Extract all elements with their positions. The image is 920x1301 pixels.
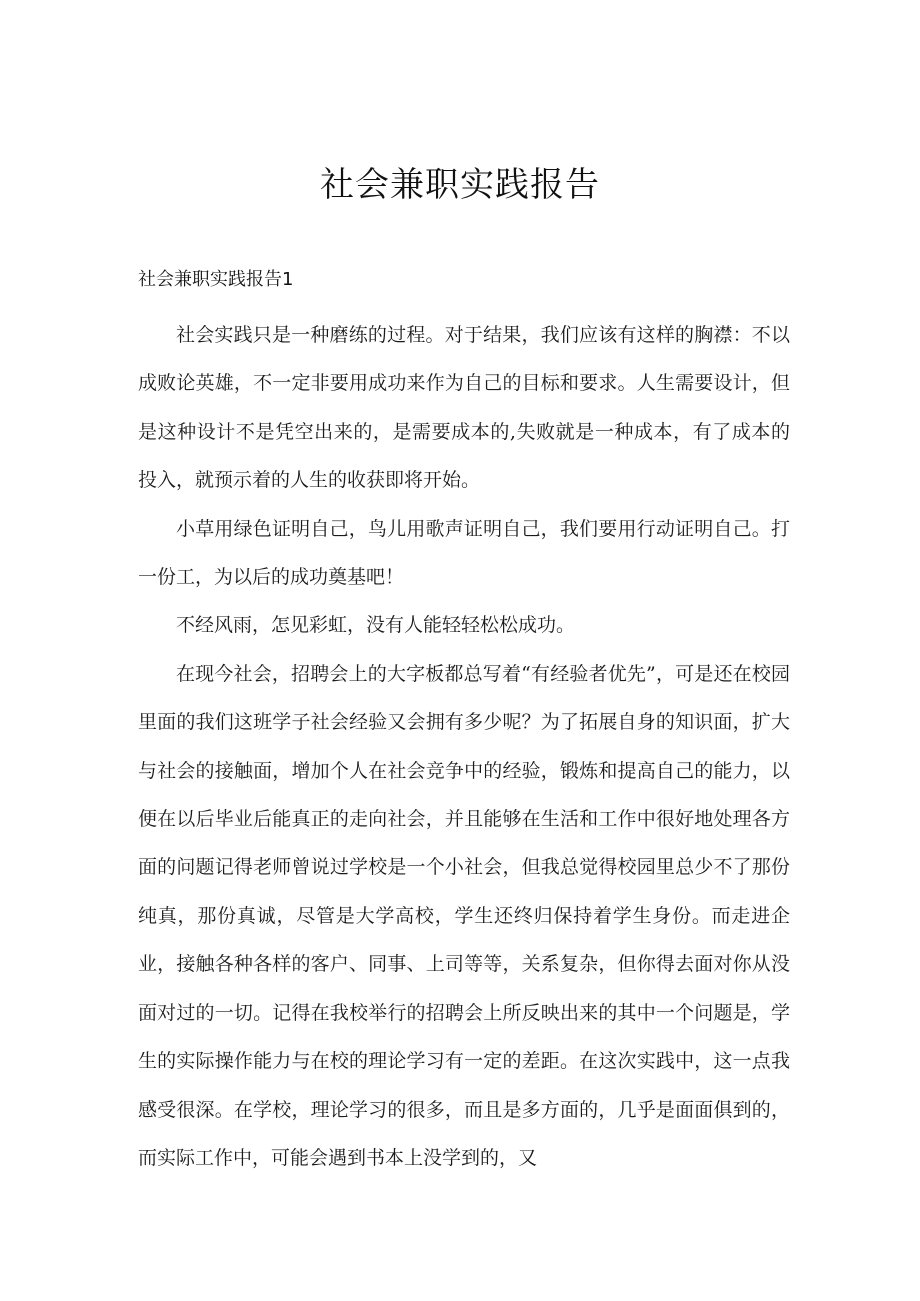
document-body: [138, 311, 790, 1182]
document-title: 社会兼职实践报告: [320, 165, 600, 205]
paragraph: 小草用绿色证明自己，鸟儿用歌声证明自己，我们要用行动证明自己。打一份工，为以后的成功奠基吧！: [138, 517, 790, 589]
section-heading: 社会兼职实践报告1: [138, 269, 294, 290]
paragraph: 社会实践只是一种磨练的过程。对于结果，我们应该有这样的胸襟：不以成败论英雄，不一定非要用成功来作为自己的目标和要求。人生需要设计，但是这种设计不是凭空出来的，是需要成本的,失败就是一种成本，有了成本的投入，就预示着的人生的收获即将开始。: [138, 324, 790, 492]
paragraph: 在现今社会，招聘会上的大字板都总写着“有经验者优先”，可是还在校园里面的我们这班学子社会经验又会拥有多少呢？为了拓展自身的知识面，扩大与社会的接触面，增加个人在社会竞争中的经验，锻炼和提高自己的能力，以便在以后毕业后能真正的走向社会，并且能够在生活和工作中很好地处理各方面的问题记得老师曾说过学校是一个小社会，但我总觉得校园里总少不了那份纯真，那份真诚，尽管是大学高校，学生还终归保持着学生身份。而走进企业，接触各种各样的客户、同事、上司等等，关系复杂，但你得去面对你从没面对过的一切。记得在我校举行的招聘会上所反映出来的其中一个问题是，学生的实际操作能力与在校的理论学习有一定的差距。在这次实践中，这一点我感受很深。在学校，理论学习的很多，而且是多方面的，几乎是面面俱到的，而实际工作中，可能会遇到书本上没学到的，又: [138, 662, 790, 1169]
paragraph: 不经风雨，怎见彩虹，没有人能轻轻松松成功。: [176, 614, 576, 637]
